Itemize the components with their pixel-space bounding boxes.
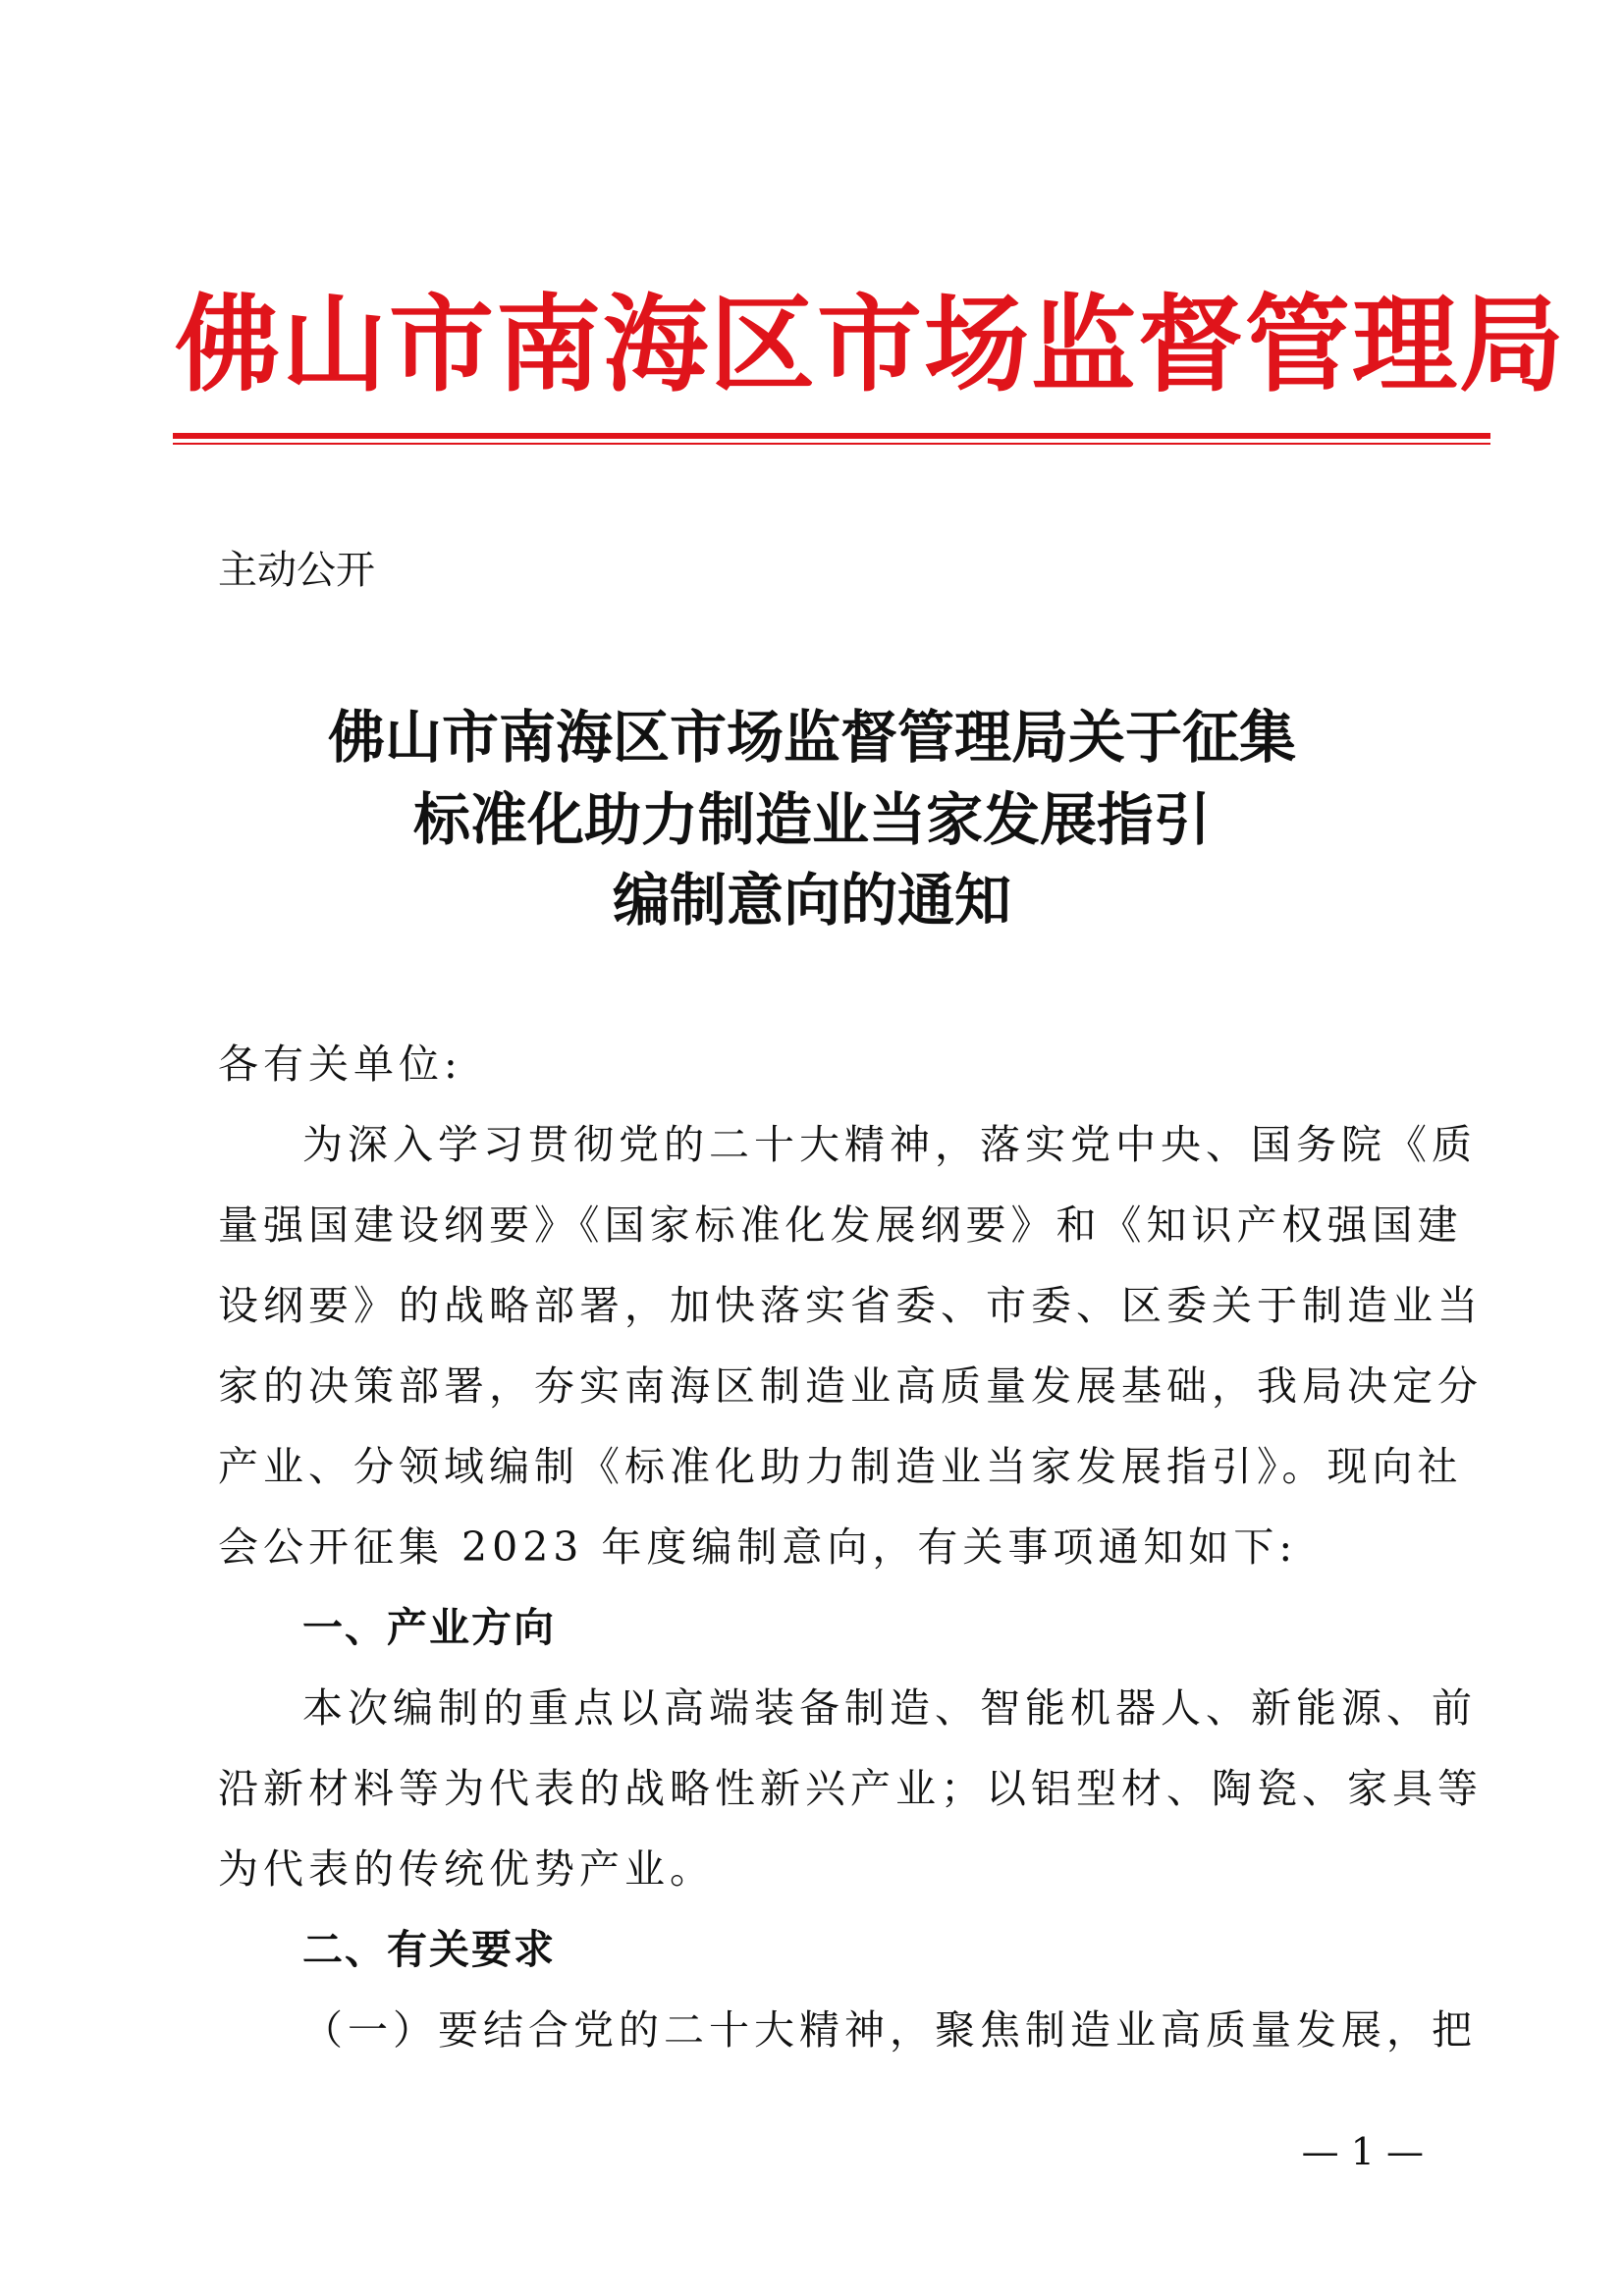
paragraph-1-line: 产业、分领域编制《标准化助力制造业当家发展指引》。现向社 xyxy=(218,1443,1463,1490)
paragraph-1-line: 为深入学习贯彻党的二十大精神，落实党中央、国务院《质 xyxy=(302,1121,1477,1168)
section-1-heading: 一、产业方向 xyxy=(302,1604,556,1651)
letterhead-rule-thin xyxy=(173,443,1490,445)
paragraph-1-line: 会公开征集 2023 年度编制意向，有关事项通知如下: xyxy=(218,1523,1298,1571)
paragraph-2-line: 沿新材料等为代表的战略性新兴产业；以铝型材、陶瓷、家具等 xyxy=(218,1765,1483,1812)
salutation: 各有关单位: xyxy=(218,1041,462,1088)
document-title-line-2: 标准化助力制造业当家发展指引 xyxy=(412,786,1211,853)
document-title-line-1: 佛山市南海区市场监督管理局关于征集 xyxy=(327,704,1296,771)
page-number: — 1 — xyxy=(1301,2130,1424,2173)
paragraph-1-line: 家的决策部署，夯实南海区制造业高质量发展基础，我局决定分 xyxy=(218,1362,1483,1410)
paragraph-2-line: 为代表的传统优势产业。 xyxy=(218,1845,715,1893)
paragraph-1-line: 量强国建设纲要》《国家标准化发展纲要》和《知识产权强国建 xyxy=(218,1201,1463,1249)
paragraph-1-line: 设纲要》的战略部署，加快落实省委、市委、区委关于制造业当 xyxy=(218,1282,1483,1329)
section-2-heading: 二、有关要求 xyxy=(302,1926,556,1973)
document-title-line-3: 编制意向的通知 xyxy=(612,867,1011,934)
paragraph-2-line: 本次编制的重点以高端装备制造、智能机器人、新能源、前 xyxy=(302,1684,1477,1732)
letterhead-rule-thick xyxy=(173,433,1490,439)
disclosure-label: 主动公开 xyxy=(218,548,375,593)
paragraph-3-line: （一）要结合党的二十大精神，聚焦制造业高质量发展，把 xyxy=(302,2006,1477,2054)
agency-letterhead: 佛山市南海区市场监督管理局 xyxy=(175,285,1567,406)
